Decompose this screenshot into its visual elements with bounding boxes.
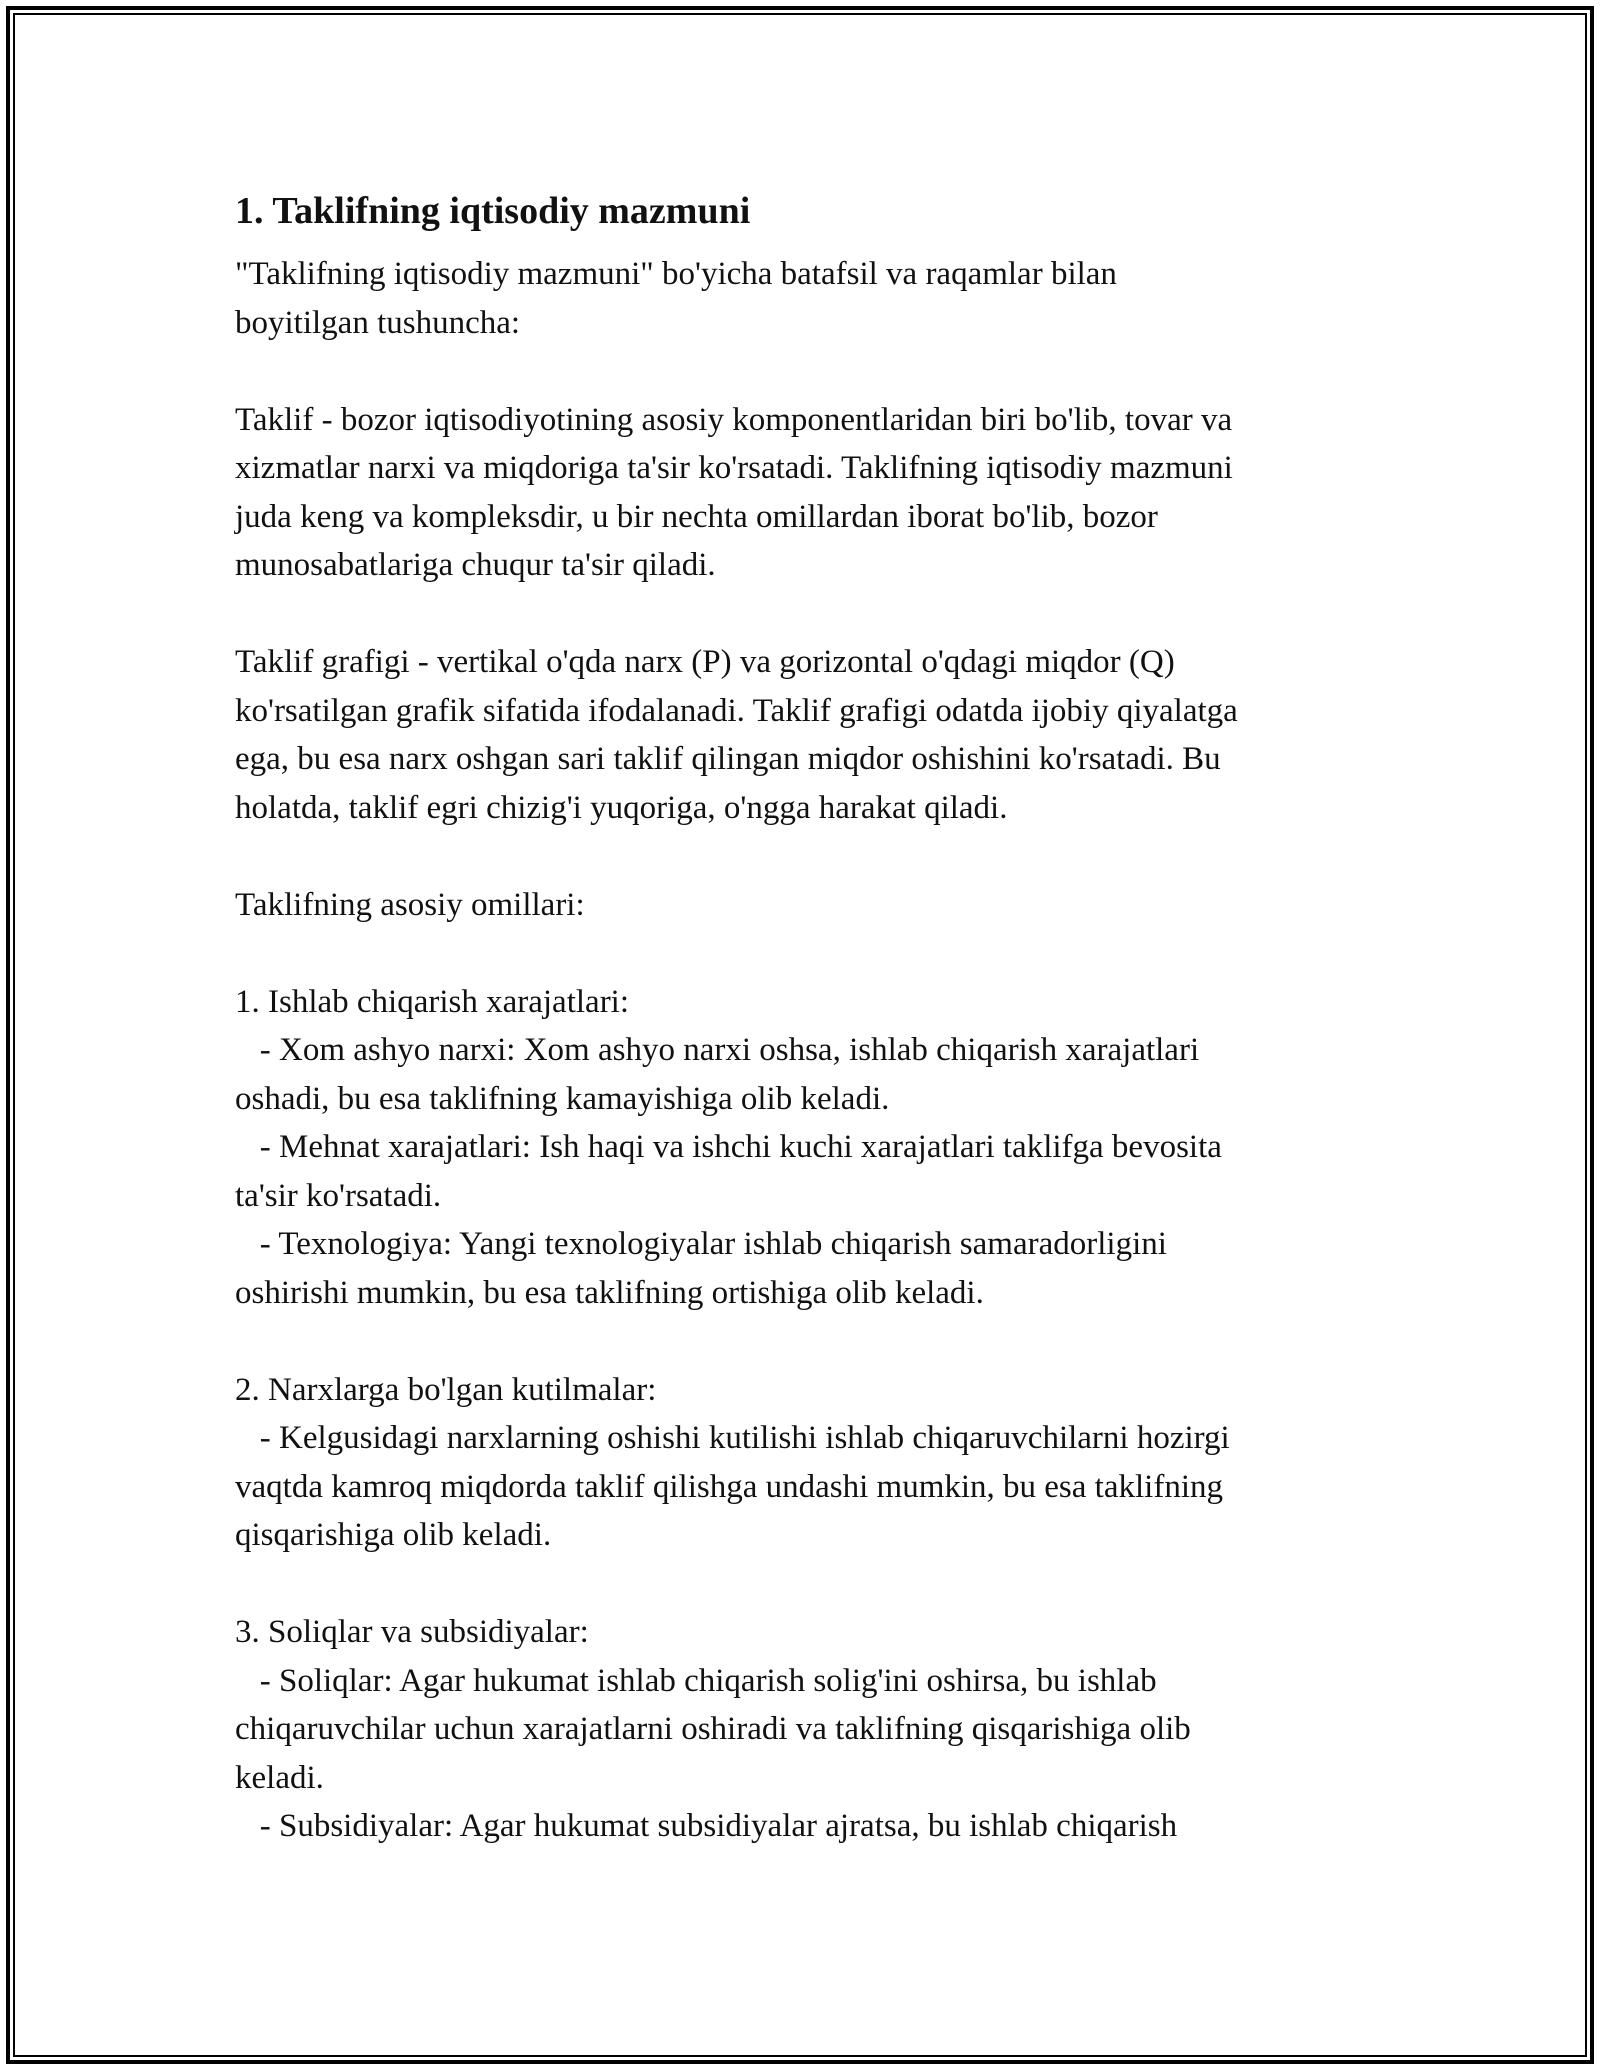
factors-heading: Taklifning asosiy omillari: <box>235 886 585 923</box>
factor-1-section <box>235 978 1385 1318</box>
definition-paragraph: Taklif - bozor iqtisodiyotining asosiy komponentlaridan biri bo'lib, tovar va xizmatlar narxi va miqdoriga ta'sir ko'rsatadi. Taklifning iqtisodiy mazmuni juda keng va kompleksdir, u bir nechta omillardan iborat bo'lib, bozor munosabatlariga chuqur ta'sir qiladi. <box>235 401 1233 583</box>
factor-1-item: - Mehnat xarajatlari: Ish haqi va ishchi kuchi xarajatlari taklifga bevosita ta'sir ko'rsatadi. <box>235 1129 1222 1214</box>
factor-3-section <box>235 1608 1385 1851</box>
graph-paragraph: Taklif grafigi - vertikal o'qda narx (P) va gorizontal o'qdagi miqdor (Q) ko'rsatilgan grafik sifatida ifodalanadi. Taklif grafigi odatda ijobiy qiyalatga ega, bu esa narx oshgan sari taklif qilingan miqdor oshishini ko'rsatadi. Bu holatda, taklif egri chizig'i yuqoriga, o'ngga harakat qiladi. <box>235 644 1238 826</box>
document-title: 1. Taklifning iqtisodiy mazmuni <box>235 190 751 232</box>
factor-1-heading: 1. Ishlab chiqarish xarajatlari: <box>235 983 630 1020</box>
factor-3-item: - Subsidiyalar: Agar hukumat subsidiyalar ajratsa, bu ishlab chiqarish <box>235 1808 1178 1844</box>
paragraph-gap <box>235 929 1385 978</box>
paragraph-gap <box>235 347 1385 396</box>
intro-paragraph: "Taklifning iqtisodiy mazmuni" bo'yicha batafsil va raqamlar bilan boyitilgan tushuncha: <box>235 256 1117 341</box>
factor-2-section <box>235 1366 1385 1560</box>
factor-3-heading: 3. Soliqlar va subsidiyalar: <box>235 1614 589 1650</box>
document-body <box>235 186 1385 1851</box>
factor-1-item: - Xom ashyo narxi: Xom ashyo narxi oshsa, ishlab chiqarish xarajatlari oshadi, bu esa taklifning kamayishiga olib keladi. <box>235 1032 1200 1117</box>
factor-3-item: - Soliqlar: Agar hukumat ishlab chiqarish solig'ini oshirsa, bu ishlab chiqaruvchilar uchun xarajatlarni oshiradi va taklifning qisqarishiga olib keladi. <box>235 1662 1191 1796</box>
paragraph-gap <box>235 1317 1385 1366</box>
paragraph-gap <box>235 1560 1385 1609</box>
paragraph-gap <box>235 832 1385 881</box>
factor-2-item: - Kelgusidagi narxlarning oshishi kutilishi ishlab chiqaruvchilarni hozirgi vaqtda kamroq miqdorda taklif qilishga undashi mumkin, bu esa taklifning qisqarishiga olib keladi. <box>235 1420 1230 1553</box>
paragraph-gap <box>235 590 1385 639</box>
factor-1-item: - Texnologiya: Yangi texnologiyalar ishlab chiqarish samaradorligini oshirishi mumkin, bu esa taklifning ortishiga olib keladi. <box>235 1226 1167 1311</box>
factor-2-heading: 2. Narxlarga bo'lgan kutilmalar: <box>235 1371 657 1408</box>
